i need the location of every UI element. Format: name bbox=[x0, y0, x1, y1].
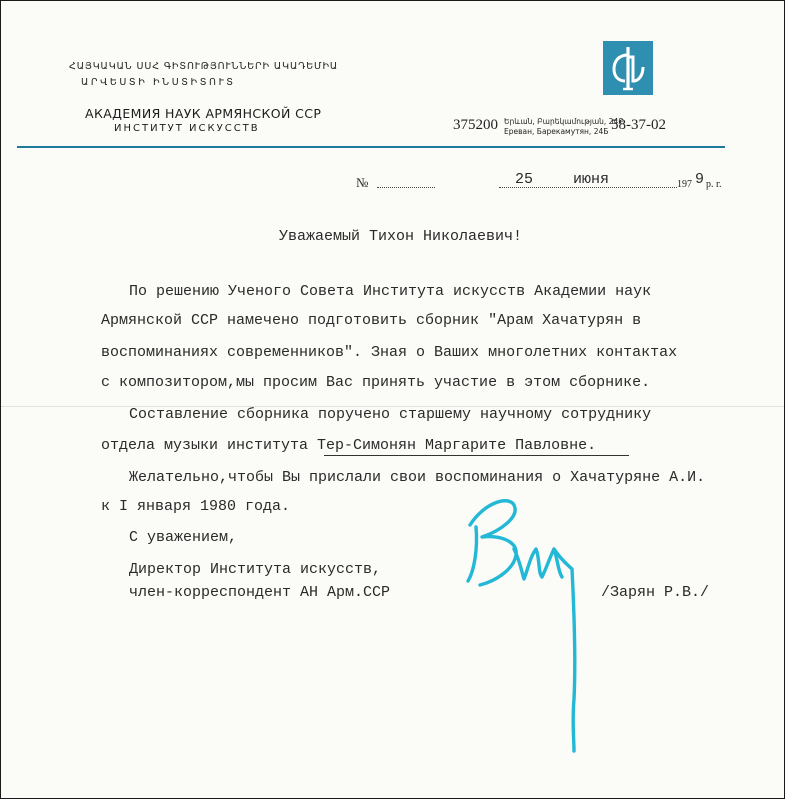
russian-academy-name: АКАДЕМИЯ НАУК АРМЯНСКОЙ ССР bbox=[85, 106, 322, 121]
institute-logo bbox=[603, 41, 653, 95]
body-line-1: По решению Ученого Совета Института искусств Академии наук bbox=[129, 283, 652, 300]
body-line-3: воспоминаниях современников". Зная о Ваших многолетних контактах bbox=[101, 344, 678, 361]
body-line-2: Армянской ССР намечено подготовить сборник "Арам Хачатурян в bbox=[101, 312, 642, 329]
armenian-academy-name: ՀԱՅԿԱԿԱՆ ՍՍՀ ԳԻՏՈՒԹՅՈՒՆՆԵՐԻ ԱԿԱԴԵՄԻԱ bbox=[69, 61, 339, 72]
signatory-rank: член-корреспондент АН Арм.ССР bbox=[129, 584, 391, 601]
body-line-8: к I января 1980 года. bbox=[101, 498, 291, 515]
phone-number: 58-37-02 bbox=[611, 117, 666, 133]
salutation: Уважаемый Тихон Николаевич! bbox=[279, 228, 523, 245]
body-line-7: Желательно,чтобы Вы прислали свои воспоминания о Хачатуряне А.И. bbox=[129, 469, 706, 486]
russian-institute-name: ИНСТИТУТ ИСКУССТВ bbox=[114, 123, 260, 134]
handwritten-underline bbox=[324, 455, 629, 456]
date-month: июня bbox=[573, 171, 610, 188]
address-russian: Ереван, Барекамутян, 24Б bbox=[504, 127, 609, 136]
address-armenian: Երևան, Բարեկամության, 24Բ bbox=[504, 117, 624, 126]
body-line-4: с композитором,мы просим Вас принять участие в этом сборнике. bbox=[101, 374, 651, 391]
date-day: 25 bbox=[515, 171, 534, 188]
armenian-institute-name: ԱՐՎԵՍՏԻ ԻՆՍՏԻՏՈՒՏ bbox=[81, 77, 236, 88]
signatory-name: /Зарян Р.В./ bbox=[601, 584, 710, 601]
date-year-prefix: 197 bbox=[677, 179, 692, 190]
letterhead-rule bbox=[17, 146, 725, 148]
body-line-5: Составление сборника поручено старшему научному сотруднику bbox=[129, 406, 652, 423]
number-prefix: № bbox=[356, 175, 369, 190]
handwritten-signature bbox=[456, 489, 596, 764]
date-year-suffix: р. г. bbox=[706, 179, 722, 190]
date-year-digit: 9 bbox=[695, 171, 705, 188]
body-line-6: отдела музыки института Тер-Симонян Маргарите Павловне. bbox=[101, 437, 597, 454]
postal-code: 375200 bbox=[453, 117, 498, 133]
closing: С уважением, bbox=[129, 529, 238, 546]
signatory-title: Директор Института искусств, bbox=[129, 561, 382, 578]
number-dotted-line bbox=[377, 187, 435, 188]
